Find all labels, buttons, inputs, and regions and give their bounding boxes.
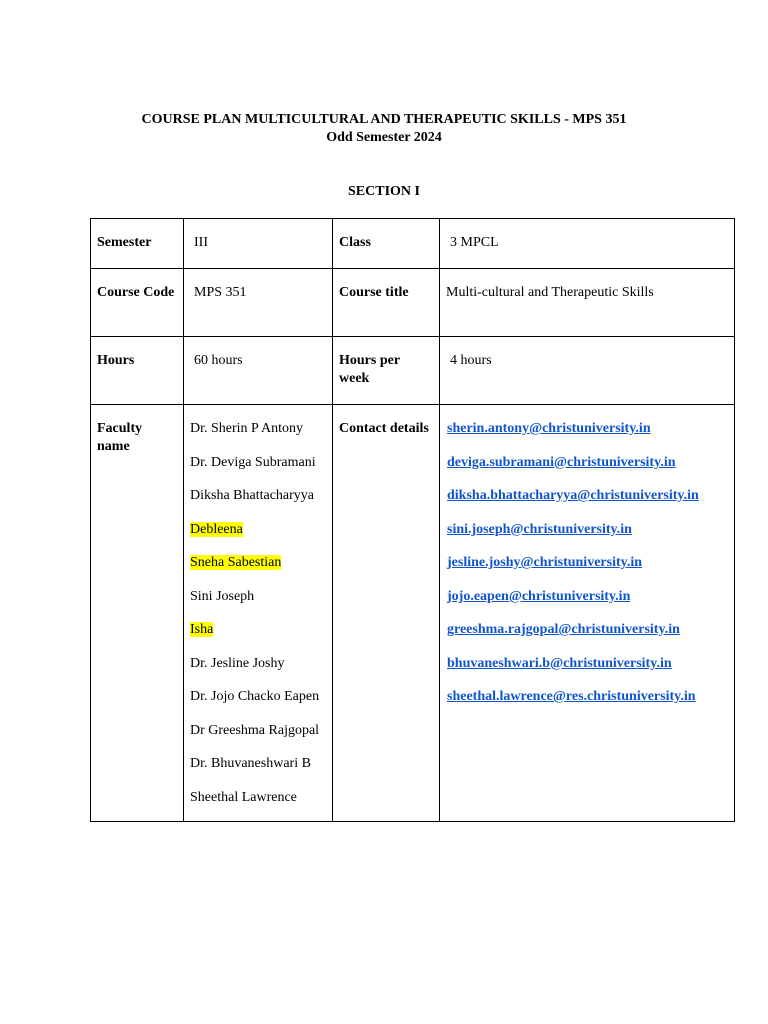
faculty-name	[190, 588, 326, 606]
faculty-name	[190, 688, 326, 706]
semester-label: Semester	[91, 219, 184, 269]
email-link[interactable]: diksha.bhattacharyya@christuniversity.in	[447, 488, 699, 503]
hours-value: 60 hours	[184, 337, 333, 405]
table-row	[91, 269, 735, 337]
faculty-name	[190, 487, 326, 505]
faculty-name-text: Dr. Jojo Chacko Eapen	[190, 689, 320, 704]
email-link[interactable]: sherin.antony@christuniversity.in	[447, 421, 651, 436]
faculty-name	[190, 755, 326, 773]
faculty-name	[190, 454, 326, 472]
title-line-1: COURSE PLAN MULTICULTURAL AND THERAPEUTIC SKILLS - MPS 351	[141, 112, 627, 127]
section-heading: SECTION I	[348, 184, 420, 199]
email-link[interactable]: bhuvaneshwari.b@christuniversity.in	[447, 655, 672, 671]
hours-per-week-label: Hours per week	[333, 337, 440, 405]
class-value: 3 MPCL	[440, 219, 735, 269]
faculty-name	[190, 521, 326, 539]
email-link[interactable]: greeshma.rajgopal@christuniversity.in	[447, 622, 680, 637]
semester-value: III	[184, 219, 333, 269]
course-plan-table	[90, 218, 735, 822]
course-title-value: Multi-cultural and Therapeutic Skills	[440, 269, 735, 337]
class-label: Class	[333, 219, 440, 269]
faculty-name-text: Dr. Jesline Joshy	[190, 655, 285, 671]
faculty-names-cell	[184, 405, 333, 822]
contact-label: Contact details	[333, 405, 440, 822]
faculty-name-text: Sheethal Lawrence	[190, 789, 297, 805]
course-code-label: Course Code	[91, 269, 184, 337]
email-link[interactable]: jesline.joshy@christuniversity.in	[447, 555, 643, 570]
faculty-name-text: Dr. Sherin P Antony	[190, 421, 304, 436]
title-line-2: Odd Semester 2024	[326, 130, 442, 145]
faculty-name	[190, 621, 326, 639]
table-row	[91, 219, 735, 269]
faculty-name-text: Sini Joseph	[190, 588, 255, 604]
faculty-name-text: Debleena	[190, 521, 243, 537]
table-row	[91, 337, 735, 405]
faculty-name	[190, 554, 326, 572]
contact-emails-cell	[440, 405, 735, 822]
email-link[interactable]: sheethal.lawrence@res.christuniversity.in	[447, 689, 696, 704]
faculty-name-text: Diksha Bhattacharyya	[190, 488, 315, 503]
faculty-name-text: Dr Greeshma Rajgopal	[190, 722, 320, 738]
hours-per-week-value: 4 hours	[440, 337, 735, 405]
faculty-name	[190, 789, 326, 807]
faculty-name-text: Dr. Deviga Subramani	[190, 454, 316, 470]
faculty-name	[190, 655, 326, 673]
document-title	[0, 111, 768, 147]
email-link[interactable]: deviga.subramani@christuniversity.in	[447, 454, 676, 470]
faculty-name-text: Dr. Bhuvaneshwari B	[190, 756, 311, 771]
faculty-name	[190, 722, 326, 740]
faculty-name-text: Sneha Sabestian	[190, 555, 282, 570]
course-code-value: MPS 351	[184, 269, 333, 337]
table-row	[91, 405, 735, 822]
hours-label: Hours	[91, 337, 184, 405]
course-title-label: Course title	[333, 269, 440, 337]
faculty-name	[190, 420, 326, 438]
faculty-label: Faculty name	[91, 405, 184, 822]
faculty-name-text: Isha	[190, 622, 214, 637]
email-link[interactable]: sini.joseph@christuniversity.in	[447, 521, 632, 537]
email-link[interactable]: jojo.eapen@christuniversity.in	[447, 588, 631, 604]
